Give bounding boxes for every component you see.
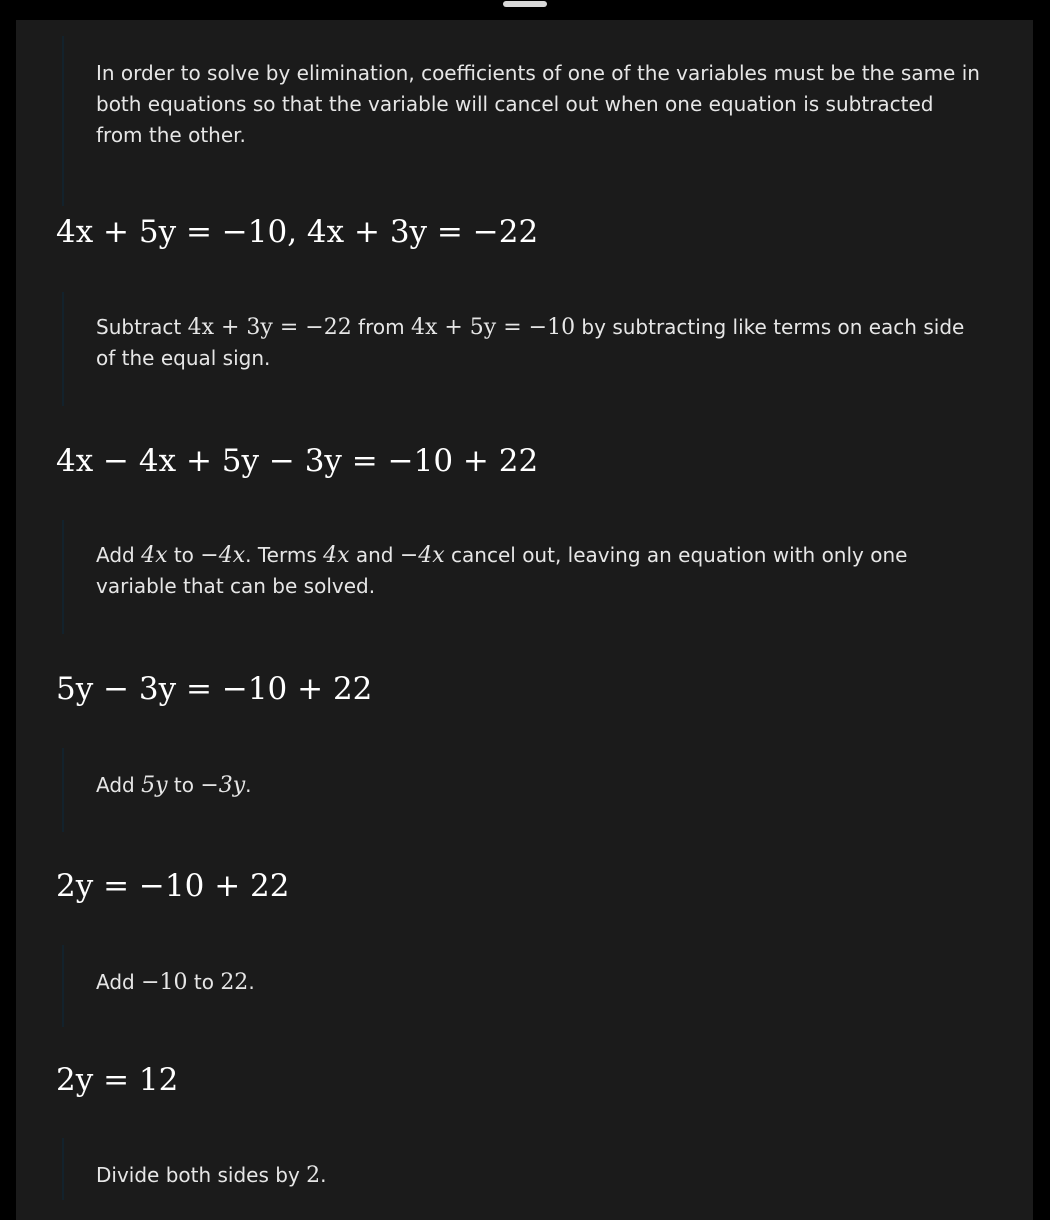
step-4-text: Add 5y to −3y.	[96, 773, 252, 798]
step-4-explanation	[62, 748, 982, 832]
step-5-text: Add −10 to 22.	[96, 970, 255, 995]
step-2-text: Subtract 4x + 3y = −22 from 4x + 5y = −10 by subtracting like terms on each side of the equal sign.	[96, 315, 965, 370]
math-inline: 5y	[141, 773, 168, 798]
step-6-text: Divide both sides by 2.	[96, 1163, 327, 1188]
step-6-explanation	[62, 1138, 982, 1200]
step-3-equation: 5y − 3y = −10 + 22	[56, 671, 373, 707]
math-inline: −3y	[200, 773, 246, 798]
math-inline: −4x	[200, 543, 246, 568]
step-3-text: Add 4x to −4x. Terms 4x and −4x cancel out, leaving an equation with only one variable that can be solved.	[96, 543, 908, 598]
step-1-text: In order to solve by elimination, coefficients of one of the variables must be the same in both equations so that the variable will cancel out when one equation is subtracted from the other.	[96, 61, 980, 147]
math-inline: 22	[220, 970, 249, 995]
math-inline: 4x	[323, 543, 350, 568]
step-5-equation: 2y = 12	[56, 1062, 179, 1098]
math-inline: −4x	[399, 543, 445, 568]
math-inline: 4x	[141, 543, 168, 568]
math-inline: 4x + 5y = −10	[410, 315, 576, 340]
step-4-equation: 2y = −10 + 22	[56, 868, 290, 904]
step-2-equation: 4x − 4x + 5y − 3y = −10 + 22	[56, 443, 539, 479]
step-3-explanation	[62, 520, 982, 634]
step-2-explanation	[62, 292, 982, 406]
math-inline: 4x + 3y = −22	[187, 315, 352, 340]
math-inline: −10	[141, 970, 188, 995]
step-1-equation: 4x + 5y = −10, 4x + 3y = −22	[56, 214, 539, 250]
math-inline: 2	[306, 1163, 321, 1188]
drag-handle[interactable]	[503, 1, 547, 7]
step-5-explanation	[62, 945, 982, 1027]
step-1-explanation	[62, 36, 982, 206]
